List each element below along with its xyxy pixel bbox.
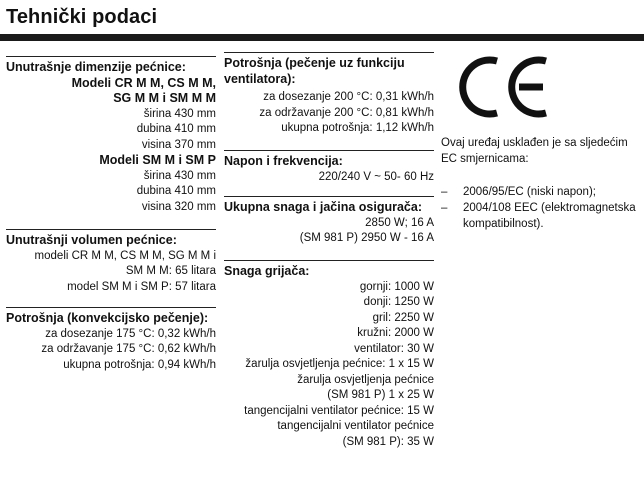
consumption-line: ukupna potrošnja: 1,12 kWh/h	[281, 122, 434, 134]
heater-line: (SM 981 P) 1 x 25 W	[327, 389, 434, 401]
power-line: (SM 981 P) 2950 W - 16 A	[299, 232, 434, 244]
page-title: Tehnički podaci	[6, 6, 158, 28]
dimension-row: visina 370 mm	[141, 138, 216, 151]
consumption-fan-heading: ventilatora):	[224, 71, 296, 86]
dimension-row: širina 430 mm	[143, 169, 216, 182]
consumption-line: za dosezanje 200 °C: 0,31 kWh/h	[263, 91, 434, 103]
consumption-fan-heading: Potrošnja (pečenje uz funkciju	[224, 56, 405, 70]
heater-line: tangencijalni ventilator pećnice	[277, 420, 434, 432]
voltage-heading: Napon i frekvencija:	[224, 154, 343, 168]
heater-line: (SM 981 P): 35 W	[342, 435, 434, 448]
group1-title-line: Modeli CR M M, CS M M,	[71, 75, 216, 90]
column-middle-voltage	[224, 150, 434, 185]
inner-volume-section	[6, 229, 216, 295]
consumption-conv-heading: Potrošnja (konvekcijsko pečenje):	[6, 311, 209, 325]
column-right	[441, 135, 641, 232]
heater-line: gril: 2250 W	[372, 311, 434, 324]
directive-text: 2004/108 EEC (elektromagnetska kompatibilnost).	[463, 202, 636, 230]
dimension-row: visina 320 mm	[141, 200, 216, 213]
consumption-line: ukupna potrošnja: 0,94 kWh/h	[63, 358, 216, 371]
heater-line: gornji: 1000 W	[359, 280, 434, 293]
bullet-dash: –	[441, 186, 448, 198]
ce-mark-icon	[453, 55, 553, 119]
directive-text: 2006/95/EC (niski napon);	[463, 186, 596, 198]
heater-line: tangencijalni ventilator pećnice: 15 W	[244, 404, 434, 417]
column-left-consumption	[6, 307, 216, 373]
dimension-row: dubina 410 mm	[136, 123, 216, 135]
consumption-line: za održavanje 200 °C: 0,81 kWh/h	[259, 106, 434, 119]
heater-power-section	[224, 260, 434, 450]
column-middle-heater	[224, 260, 434, 450]
column-middle	[224, 52, 434, 137]
heater-power-heading: Snaga grijača:	[224, 264, 310, 278]
volume-line: modeli CR M M, CS M M, SG M M i	[34, 249, 216, 262]
directive-item	[441, 200, 641, 232]
title-rule	[0, 34, 644, 41]
compliance-note-line: Ovaj uređaj usklađen je sa sljedećim	[441, 137, 628, 149]
total-power-section	[224, 196, 434, 247]
inner-dimensions-section	[6, 56, 216, 215]
compliance-note-line: EC smjernicama:	[441, 153, 529, 165]
inner-dimensions-heading: Unutrašnje dimenzije pećnice:	[6, 60, 186, 74]
bullet-dash: –	[441, 202, 448, 214]
consumption-line: za dosezanje 175 °C: 0,32 kWh/h	[45, 327, 216, 340]
column-left	[6, 56, 216, 215]
volume-line: SM M M: 65 litara	[125, 265, 216, 277]
heater-line: žarulja osvjetljenja pećnice	[297, 373, 434, 386]
volume-line: model SM M i SM P: 57 litara	[67, 280, 216, 293]
consumption-fan-section	[224, 52, 434, 137]
heater-line: ventilator: 30 W	[354, 342, 434, 355]
voltage-section	[224, 150, 434, 185]
power-line: 2850 W; 16 A	[365, 216, 434, 229]
consumption-conv-section	[6, 307, 216, 373]
column-middle-power	[224, 196, 434, 247]
heater-line: donji: 1250 W	[363, 296, 434, 308]
dimension-row: dubina 410 mm	[136, 185, 216, 197]
group2-title: Modeli SM M i SM P	[99, 153, 216, 167]
directive-item	[441, 184, 641, 200]
column-left-volume	[6, 229, 216, 295]
dimension-row: širina 430 mm	[143, 107, 216, 120]
heater-line: kružni: 2000 W	[357, 327, 434, 339]
inner-volume-heading: Unutrašnji volumen pećnice:	[6, 233, 177, 247]
voltage-line: 220/240 V ~ 50- 60 Hz	[318, 170, 434, 183]
heater-line: žarulja osvjetljenja pećnice: 1 x 15 W	[245, 358, 434, 370]
group1-title-line: SG M M i SM M M	[113, 91, 216, 105]
total-power-heading: Ukupna snaga i jačina osigurača:	[224, 200, 422, 214]
consumption-line: za održavanje 175 °C: 0,62 kWh/h	[41, 343, 216, 355]
